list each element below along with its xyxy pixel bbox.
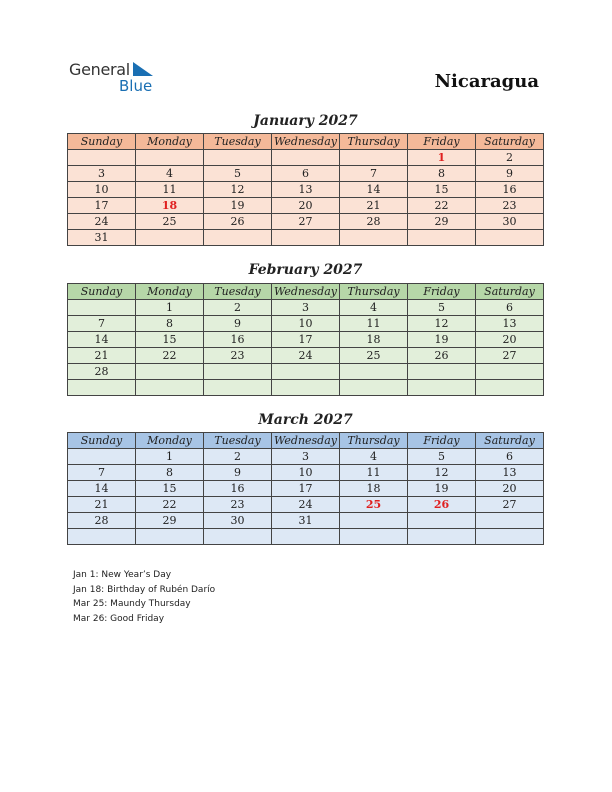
day-cell: 10	[272, 316, 340, 332]
day-cell: 22	[136, 348, 204, 364]
week-row	[68, 513, 544, 529]
day-cell: 10	[68, 182, 136, 198]
day-cell: 14	[68, 481, 136, 497]
day-cell: 24	[272, 497, 340, 513]
day-cell: 20	[272, 198, 340, 214]
week-row	[68, 230, 544, 246]
week-row	[68, 316, 544, 332]
day-cell	[204, 364, 272, 380]
week-row	[68, 364, 544, 380]
day-cell	[408, 380, 476, 396]
day-cell: 1	[136, 300, 204, 316]
day-cell	[204, 380, 272, 396]
day-cell	[408, 364, 476, 380]
month-title-february: February 2027	[248, 262, 363, 278]
weekday-wednesday: Wednesday	[272, 284, 340, 300]
day-cell	[340, 230, 408, 246]
weekday-sunday: Sunday	[68, 134, 136, 150]
week-row	[68, 348, 544, 364]
day-cell	[340, 529, 408, 545]
day-cell: 12	[408, 465, 476, 481]
day-cell	[68, 300, 136, 316]
weekday-tuesday: Tuesday	[204, 134, 272, 150]
day-cell: 30	[204, 513, 272, 529]
week-row	[68, 449, 544, 465]
day-cell: 11	[136, 182, 204, 198]
day-cell: 20	[476, 332, 544, 348]
day-cell: 23	[204, 497, 272, 513]
day-cell: 27	[476, 497, 544, 513]
day-cell: 18	[340, 332, 408, 348]
weekday-sunday: Sunday	[68, 433, 136, 449]
weekday-saturday: Saturday	[476, 433, 544, 449]
day-cell: 6	[272, 166, 340, 182]
day-cell: 16	[204, 481, 272, 497]
calendar-march	[67, 432, 544, 545]
day-cell: 6	[476, 449, 544, 465]
day-cell: 19	[408, 332, 476, 348]
day-cell: 28	[68, 364, 136, 380]
month-title-march: March 2027	[258, 412, 353, 428]
day-cell	[136, 364, 204, 380]
day-cell: 25	[136, 214, 204, 230]
weekday-tuesday: Tuesday	[204, 433, 272, 449]
weekday-monday: Monday	[136, 284, 204, 300]
day-cell	[340, 513, 408, 529]
day-cell: 15	[408, 182, 476, 198]
day-cell: 4	[136, 166, 204, 182]
day-cell: 27	[272, 214, 340, 230]
weekday-header-row	[68, 134, 544, 150]
day-cell	[476, 380, 544, 396]
day-cell	[340, 150, 408, 166]
day-cell	[68, 529, 136, 545]
day-cell: 8	[136, 465, 204, 481]
day-cell	[272, 380, 340, 396]
holiday-note: Mar 25: Maundy Thursday	[73, 599, 191, 609]
day-cell: 1	[136, 449, 204, 465]
day-cell	[68, 150, 136, 166]
day-cell: 16	[204, 332, 272, 348]
day-cell: 18	[340, 481, 408, 497]
day-cell: 11	[340, 465, 408, 481]
day-cell: 9	[204, 316, 272, 332]
day-cell: 28	[68, 513, 136, 529]
holiday-day-cell: 18	[136, 198, 204, 214]
week-row	[68, 529, 544, 545]
day-cell: 3	[68, 166, 136, 182]
day-cell: 17	[272, 332, 340, 348]
day-cell: 8	[408, 166, 476, 182]
week-row	[68, 332, 544, 348]
calendar-january	[67, 133, 544, 246]
day-cell	[272, 150, 340, 166]
weekday-saturday: Saturday	[476, 284, 544, 300]
holiday-day-cell: 26	[408, 497, 476, 513]
day-cell: 7	[68, 465, 136, 481]
day-cell	[340, 364, 408, 380]
day-cell: 2	[204, 300, 272, 316]
day-cell	[272, 364, 340, 380]
flag-triangle-icon	[133, 62, 153, 76]
day-cell	[408, 513, 476, 529]
holiday-day-cell: 1	[408, 150, 476, 166]
day-cell	[272, 529, 340, 545]
weekday-friday: Friday	[408, 433, 476, 449]
day-cell	[340, 380, 408, 396]
day-cell	[408, 230, 476, 246]
holiday-note: Jan 18: Birthday of Rubén Darío	[73, 584, 216, 595]
day-cell: 26	[408, 348, 476, 364]
day-cell	[204, 529, 272, 545]
country-title: Nicaragua	[434, 71, 539, 92]
day-cell: 14	[68, 332, 136, 348]
week-row	[68, 182, 544, 198]
day-cell	[136, 380, 204, 396]
day-cell: 31	[272, 513, 340, 529]
week-row	[68, 481, 544, 497]
day-cell: 27	[476, 348, 544, 364]
day-cell: 8	[136, 316, 204, 332]
day-cell: 9	[476, 166, 544, 182]
day-cell: 24	[272, 348, 340, 364]
day-cell: 23	[476, 198, 544, 214]
weekday-wednesday: Wednesday	[272, 134, 340, 150]
weekday-monday: Monday	[136, 134, 204, 150]
day-cell: 6	[476, 300, 544, 316]
day-cell: 25	[340, 348, 408, 364]
day-cell: 20	[476, 481, 544, 497]
day-cell	[68, 449, 136, 465]
holiday-day-cell: 25	[340, 497, 408, 513]
day-cell: 30	[476, 214, 544, 230]
day-cell: 31	[68, 230, 136, 246]
week-row	[68, 380, 544, 396]
week-row	[68, 465, 544, 481]
weekday-thursday: Thursday	[340, 433, 408, 449]
day-cell: 4	[340, 300, 408, 316]
day-cell: 21	[340, 198, 408, 214]
day-cell: 13	[272, 182, 340, 198]
day-cell	[476, 230, 544, 246]
day-cell: 26	[204, 214, 272, 230]
calendar-february	[67, 283, 544, 396]
week-row	[68, 214, 544, 230]
day-cell	[408, 529, 476, 545]
weekday-monday: Monday	[136, 433, 204, 449]
day-cell: 4	[340, 449, 408, 465]
day-cell	[68, 380, 136, 396]
weekday-thursday: Thursday	[340, 134, 408, 150]
day-cell	[476, 364, 544, 380]
day-cell: 9	[204, 465, 272, 481]
day-cell: 12	[204, 182, 272, 198]
day-cell: 2	[476, 150, 544, 166]
weekday-header-row	[68, 433, 544, 449]
day-cell	[136, 529, 204, 545]
day-cell: 14	[340, 182, 408, 198]
day-cell: 24	[68, 214, 136, 230]
day-cell: 21	[68, 348, 136, 364]
weekday-sunday: Sunday	[68, 284, 136, 300]
day-cell: 10	[272, 465, 340, 481]
week-row	[68, 166, 544, 182]
day-cell	[204, 150, 272, 166]
day-cell: 15	[136, 332, 204, 348]
day-cell	[204, 230, 272, 246]
day-cell: 3	[272, 300, 340, 316]
day-cell	[136, 230, 204, 246]
week-row	[68, 150, 544, 166]
brand-name-line1: General	[69, 60, 130, 79]
day-cell: 2	[204, 449, 272, 465]
weekday-tuesday: Tuesday	[204, 284, 272, 300]
weekday-saturday: Saturday	[476, 134, 544, 150]
day-cell: 13	[476, 316, 544, 332]
week-row	[68, 497, 544, 513]
day-cell: 7	[340, 166, 408, 182]
day-cell: 21	[68, 497, 136, 513]
day-cell: 17	[68, 198, 136, 214]
week-row	[68, 300, 544, 316]
brand-name-line2: Blue	[119, 77, 153, 95]
day-cell: 5	[408, 300, 476, 316]
weekday-friday: Friday	[408, 134, 476, 150]
weekday-thursday: Thursday	[340, 284, 408, 300]
day-cell: 5	[408, 449, 476, 465]
day-cell: 16	[476, 182, 544, 198]
month-title-january: January 2027	[253, 113, 358, 129]
day-cell: 11	[340, 316, 408, 332]
day-cell: 19	[204, 198, 272, 214]
day-cell	[476, 513, 544, 529]
day-cell: 3	[272, 449, 340, 465]
weekday-header-row	[68, 284, 544, 300]
day-cell: 29	[136, 513, 204, 529]
day-cell: 15	[136, 481, 204, 497]
day-cell: 23	[204, 348, 272, 364]
day-cell: 28	[340, 214, 408, 230]
day-cell: 19	[408, 481, 476, 497]
day-cell: 17	[272, 481, 340, 497]
day-cell	[272, 230, 340, 246]
day-cell: 22	[136, 497, 204, 513]
day-cell: 29	[408, 214, 476, 230]
day-cell: 12	[408, 316, 476, 332]
day-cell: 13	[476, 465, 544, 481]
holiday-note: Jan 1: New Year’s Day	[73, 570, 172, 580]
day-cell: 7	[68, 316, 136, 332]
day-cell	[476, 529, 544, 545]
weekday-friday: Friday	[408, 284, 476, 300]
day-cell	[136, 150, 204, 166]
weekday-wednesday: Wednesday	[272, 433, 340, 449]
holiday-notes	[73, 568, 215, 626]
brand-logo	[69, 60, 169, 96]
week-row	[68, 198, 544, 214]
holiday-note: Mar 26: Good Friday	[73, 613, 165, 624]
day-cell: 22	[408, 198, 476, 214]
day-cell: 5	[204, 166, 272, 182]
